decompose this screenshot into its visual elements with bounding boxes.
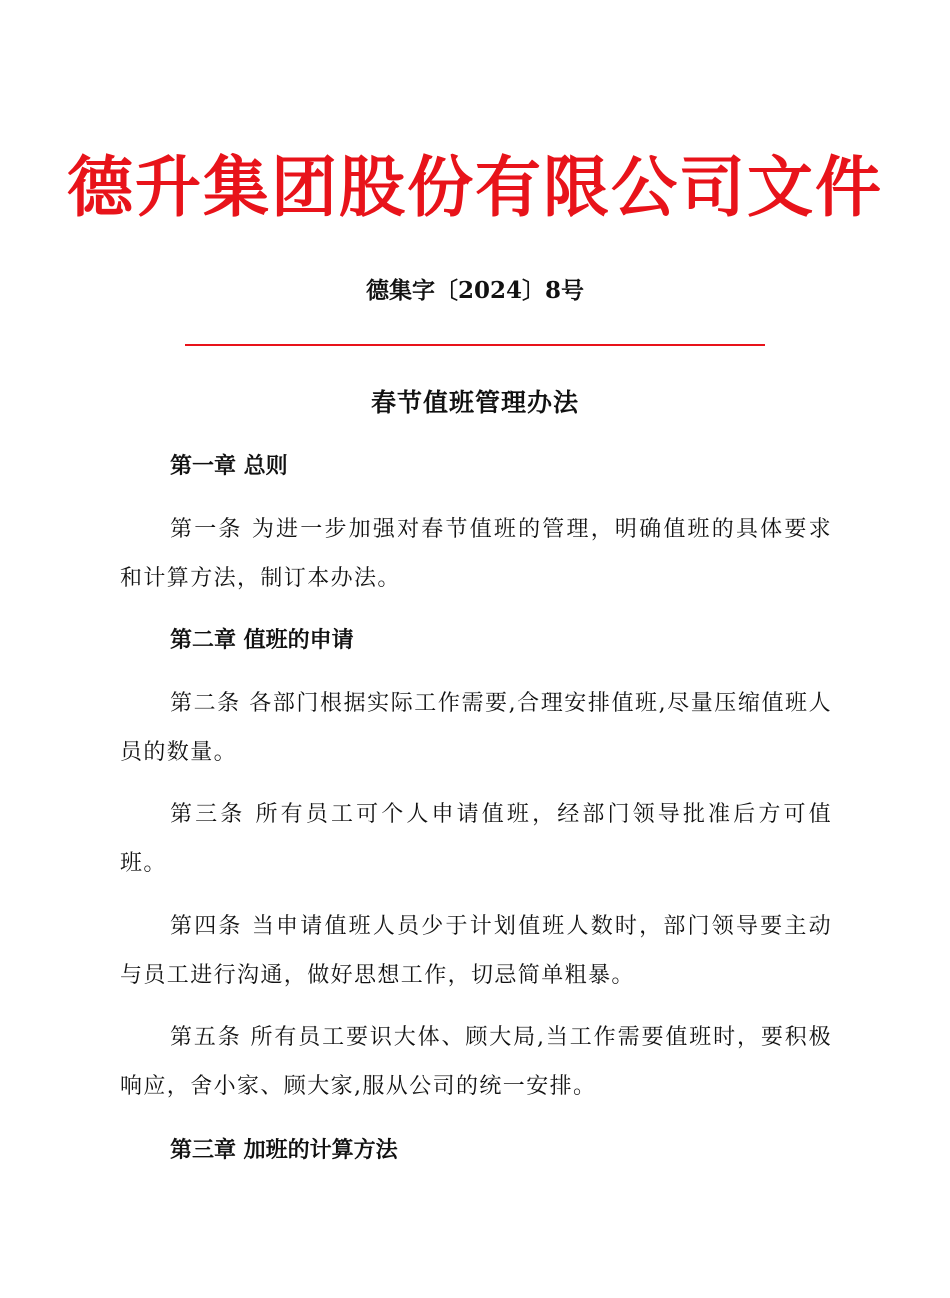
red-divider-line (185, 344, 765, 346)
document-number: 德集字〔2024〕8号 (365, 277, 585, 304)
article-2-paragraph: 第二条 各部门根据实际工作需要,合理安排值班,尽量压缩值班人员的数量。 (120, 691, 832, 765)
chapter-3-heading: 第三章 加班的计算方法 (170, 1137, 398, 1163)
company-file-title: 德升集团股份有限公司文件 (67, 149, 883, 226)
article-5-paragraph: 第五条 所有员工要识大体、顾大局,当工作需要值班时，要积极响应，舍小家、顾大家,服从公司的统一安排。 (120, 1025, 832, 1099)
chapter-2-heading: 第二章 值班的申请 (170, 627, 354, 653)
document-title: 春节值班管理办法 (370, 388, 579, 417)
article-4-paragraph: 第四条 当申请值班人员少于计划值班人数时，部门领导要主动与员工进行沟通，做好思想工作，切忌简单粗暴。 (120, 914, 832, 988)
article-3-paragraph: 第三条 所有员工可个人申请值班，经部门领导批准后方可值班。 (120, 802, 832, 876)
article-1-paragraph: 第一条 为进一步加强对春节值班的管理，明确值班的具体要求和计算方法，制订本办法。 (120, 517, 832, 591)
chapter-1-heading: 第一章 总则 (170, 453, 288, 479)
